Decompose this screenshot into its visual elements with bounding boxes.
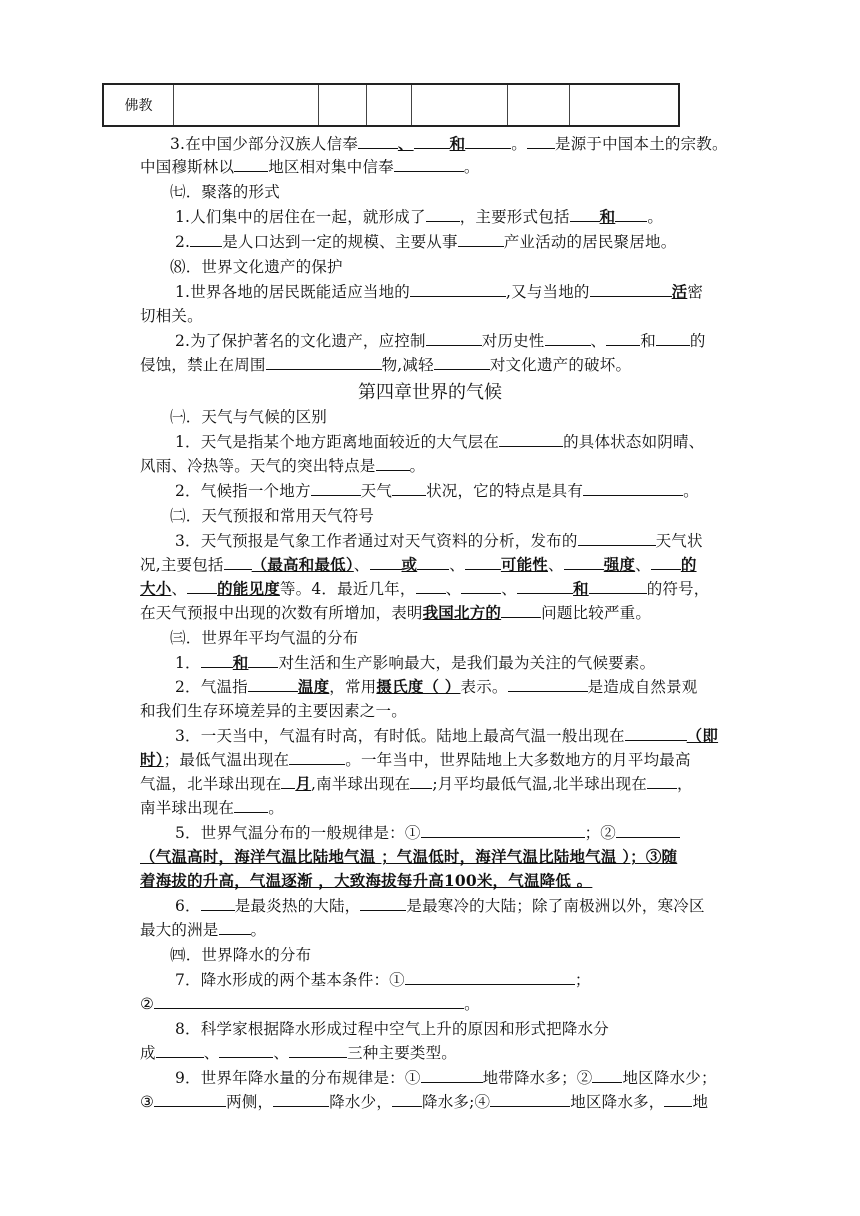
text-line: 3．天气预报是气象工作者通过对天气资料的分析，发布的 天气状	[175, 532, 703, 550]
table-cell	[367, 85, 412, 125]
text-line: 最大的洲是 。	[140, 921, 267, 939]
section-heading: ㈣．世界降水的分布	[170, 946, 312, 964]
table-cell	[412, 85, 508, 125]
text-line: 气温，北半球出现在 月,南半球出现在 ;月平均最低气温,北半球出现在 ，	[140, 774, 693, 793]
section-heading: ⑻．世界文化遗产的保护	[170, 258, 343, 276]
table-cell-religion: 佛教	[104, 85, 174, 125]
text-line: 1.世界各地的居民既能适应当地的 ,又与当地的 活密	[175, 282, 704, 301]
text-line: 3．一天当中，气温有时高，有时低。陆地上最高气温一般出现在 （即	[175, 726, 719, 745]
table-cell	[319, 85, 367, 125]
table-cell	[174, 85, 319, 125]
text-line: （气温高时，海洋气温比陆地气温 ；气温低时，海洋气温比陆地气温 ）；③随	[140, 847, 678, 866]
text-line: 和我们生存环境差异的主要因素之一。	[140, 702, 407, 720]
table-cell	[570, 85, 678, 125]
chapter-title: 第四章世界的气候	[358, 382, 502, 403]
religion-table-row	[102, 83, 680, 127]
text-line: 南半球出现在 。	[140, 799, 284, 817]
text-line: 6． 是最炎热的大陆， 是最寒冷的大陆；除了南极洲以外，寒冷区	[175, 897, 705, 915]
text-line: 1.人们集中的居住在一起，就形成了 ，主要形式包括 和 。	[175, 207, 664, 226]
section-heading: ㈦．聚落的形式	[170, 183, 280, 201]
text-line: 1．天气是指某个地方距离地面较近的大气层在 的具体状态如阴晴、	[175, 433, 705, 451]
text-line: 着海拔的升高，气温逐渐 ，大致海拔每升高100米，气温降低 。	[140, 871, 593, 890]
text-line: 况,主要包括 （最高和最低）、 或 、 可能性、 强度、 的	[140, 555, 697, 574]
text-line: 9．世界年降水量的分布规律是：① 地带降水多；② 地区降水少；	[175, 1069, 717, 1087]
text-line: 切相关。	[140, 307, 203, 325]
section-heading: ㈢．世界年平均气温的分布	[170, 629, 359, 647]
text-line: 大小、 的能见度等。4．最近几年， 、 、 和 的符号，	[140, 579, 710, 598]
table-cell	[508, 85, 570, 125]
text-line: 5．世界气温分布的一般规律是：① ；②	[175, 822, 795, 844]
text-line: 成 、 、 三种主要类型。	[140, 1044, 458, 1062]
text-line: 8．科学家根据降水形成过程中空气上升的原因和形式把降水分	[175, 1020, 609, 1038]
text-line: 1． 和 对生活和生产影响最大，是我们最为关注的气候要素。	[175, 653, 656, 672]
text-line: 2. 是人口达到一定的规模、主要从事 产业活动的居民聚居地。	[175, 233, 677, 251]
text-line: 7．降水形成的两个基本条件：① ；	[175, 971, 591, 989]
section-heading: ㈠．天气与气候的区别	[170, 408, 328, 426]
section-heading: ㈡．天气预报和常用天气符号	[170, 507, 375, 525]
text-line: 2.为了保护著名的文化遗产，应控制 对历史性 、 和 的	[175, 332, 706, 350]
text-line: 2．气候指一个地方 天气 状况，它的特点是具有 。	[175, 482, 699, 500]
text-line: 在天气预报中出现的次数有所增加，表明我国北方的 问题比较严重。	[140, 603, 652, 622]
text-line: 风雨、冷热等。天气的突出特点是 。	[140, 457, 426, 475]
text-line: ② 。	[140, 995, 480, 1013]
text-line: 2．气温指 温度，常用摄氏度（ ）表示。 是造成自然景观	[175, 677, 698, 696]
text-line: 时）；最低气温出现在 。一年当中，世界陆地上大多数地方的月平均最高	[140, 750, 691, 769]
text-line: 侵蚀，禁止在周围 物,减轻 对文化遗产的破坏。	[140, 356, 632, 374]
text-line: 3.在中国少部分汉族人信奉 、 和 。 是源于中国本土的宗教。	[170, 134, 728, 153]
text-line: 中国穆斯林以 地区相对集中信奉 。	[140, 158, 480, 176]
text-line: ③ 两侧， 降水少， 降水多;④ 地区降水多， 地	[140, 1093, 709, 1111]
